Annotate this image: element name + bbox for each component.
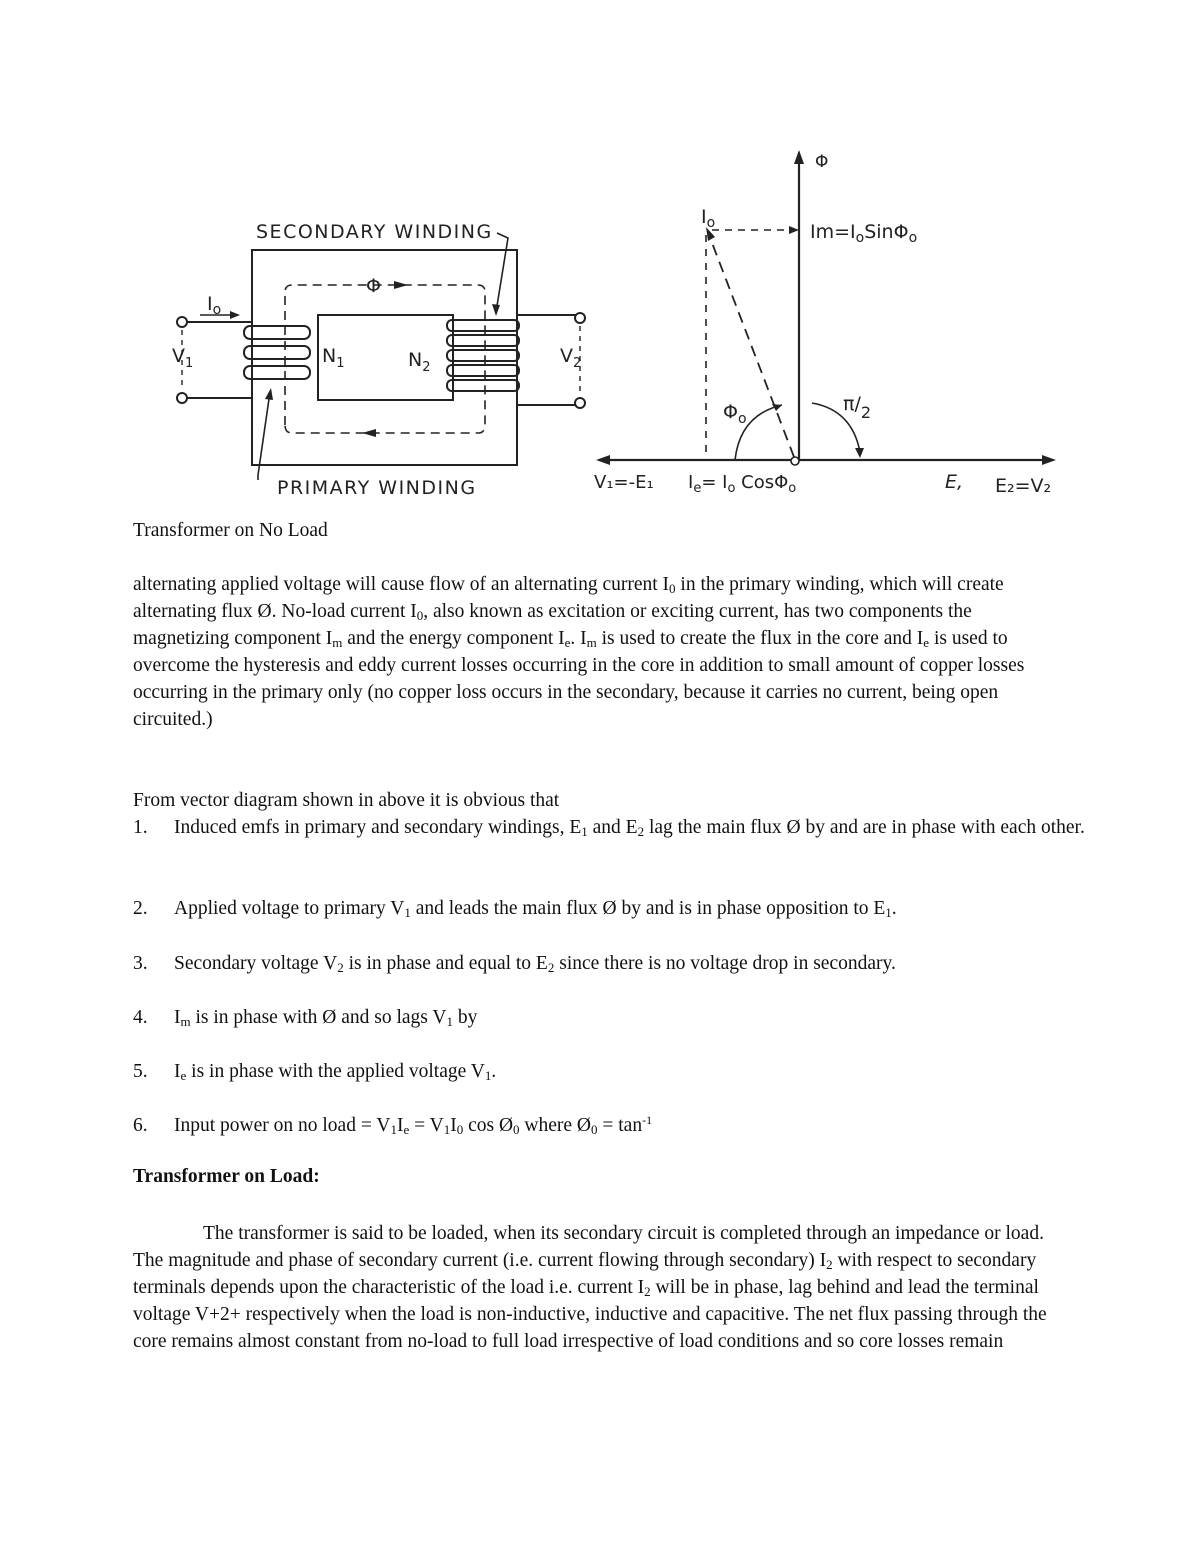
- pi2-den: 2: [860, 403, 872, 422]
- item-6-sub3: 1: [443, 1122, 451, 1137]
- n1-main: N: [322, 345, 337, 367]
- n2-sub: 2: [422, 360, 431, 375]
- item-6-sub2: e: [403, 1122, 410, 1137]
- secondary-turn-4: [447, 365, 519, 376]
- item-3-sub2: 2: [547, 960, 555, 975]
- v2-sub: 2: [573, 356, 582, 371]
- p2-s4: will be in phase, lag behind and lead the terminal voltage V+2+ respectively when the load is non-inductive, inductive and capacitive. The net flux passing through the core remains almost constant from no-load to full load irrespective of load conditions and so core losses remain: [133, 1277, 1047, 1352]
- p1-sub11: e: [923, 635, 930, 650]
- phi0-label: [723, 401, 747, 427]
- phi0-main: Φ: [723, 401, 738, 423]
- flux-arrow-top: [394, 281, 408, 289]
- ie-sub3: o: [788, 481, 797, 496]
- terminal-v1-top: [177, 317, 187, 327]
- item-6-e: cos Ø: [463, 1115, 514, 1136]
- n2-label: [408, 349, 431, 375]
- list-item-6: [133, 1112, 1093, 1139]
- p1-sub3: 0: [416, 608, 424, 623]
- p1-s12: is used to overcome the hysteresis and eddy current losses occurring in the core in addition to small amount of copper losses occurring in the primary only (no copper loss occurs in the secondary, because it carries no current, being open circuited.): [133, 628, 1025, 730]
- item-5-sub2: 1: [484, 1068, 492, 1083]
- no-load-paragraph: [133, 571, 1068, 733]
- axis-arrow-left: [596, 455, 610, 465]
- terminal-v1-bottom: [177, 393, 187, 403]
- origin: [791, 457, 799, 465]
- v1-sub: 1: [185, 356, 194, 371]
- p2-s2: with respect to secondary terminals depends upon the characteristic of the load i.e. current I: [133, 1250, 1037, 1298]
- secondary-pointer: [496, 233, 508, 312]
- io-label: [207, 293, 221, 318]
- p1-s4: , also known as excitation or exciting current, has two components the magnetizing component I: [133, 601, 972, 649]
- v1-label: [172, 345, 193, 371]
- item-4-sub2: 1: [446, 1014, 453, 1029]
- item-3-a: Secondary voltage V: [174, 953, 338, 974]
- p1-s10: is used to create the flux in the core and I: [596, 628, 924, 649]
- item-1-a: Induced emfs in primary and secondary windings, E: [174, 817, 582, 838]
- axis-arrow-right: [1042, 455, 1056, 465]
- im-label: [810, 221, 917, 246]
- secondary-turn-5: [447, 380, 519, 391]
- e1-label: E,: [945, 471, 964, 493]
- flux-symbol-label: Φ: [366, 275, 381, 297]
- v1-main: V: [172, 345, 185, 367]
- item-2-number: 2.: [133, 898, 148, 919]
- pi2-num: π: [843, 393, 855, 415]
- item-6-number: 6.: [133, 1115, 148, 1136]
- item-6-sub1: 1: [390, 1122, 397, 1137]
- io-phasor-sub: o: [706, 215, 716, 231]
- primary-turn-3: [244, 366, 310, 379]
- p2-sub1: 2: [826, 1257, 833, 1272]
- primary-pointer-head: [265, 388, 273, 400]
- ie-sub2: o: [727, 481, 736, 496]
- intro-text: From vector diagram shown in above it is obvious that: [133, 790, 560, 811]
- secondary-turn-2: [447, 335, 519, 346]
- item-2-c: .: [891, 898, 897, 919]
- item-6-g: = tan: [597, 1115, 643, 1136]
- list-item-1: [133, 814, 1093, 841]
- item-3-c: since there is no voltage drop in secondary.: [554, 953, 896, 974]
- p1-sub7: e: [564, 635, 571, 650]
- phi0-sub: o: [737, 411, 747, 427]
- item-6-c: = V: [409, 1115, 444, 1136]
- io-phasor: [709, 235, 794, 457]
- figure-svg: [0, 130, 1200, 510]
- item-6-sub6: 0: [591, 1122, 598, 1137]
- p1-sub1: 0: [669, 581, 676, 596]
- secondary-pointer-head: [492, 304, 500, 316]
- item-3-sub1: 2: [337, 960, 344, 975]
- item-2-sub1: 1: [404, 905, 411, 920]
- n1-sub: 1: [336, 356, 345, 371]
- v1-e1-label: V₁=-E₁: [594, 472, 654, 493]
- item-6-sub4: 0: [456, 1122, 464, 1137]
- item-1-b: and E: [587, 817, 638, 838]
- primary-winding-label: PRIMARY WINDING: [277, 477, 477, 499]
- im-rest: SinΦ: [864, 221, 909, 243]
- im-sub: o: [855, 230, 865, 246]
- load-heading: Transformer on Load:: [133, 1166, 320, 1187]
- item-5-number: 5.: [133, 1061, 148, 1082]
- pi2-label: [843, 393, 871, 422]
- item-5-sub1: e: [180, 1068, 187, 1083]
- p1-s8: . I: [570, 628, 587, 649]
- phasor-diagram: [596, 150, 1056, 465]
- pi2-slash: /: [854, 393, 861, 415]
- io-main: I: [207, 293, 213, 315]
- load-text: [133, 1220, 1068, 1355]
- transformer-core-diagram: [177, 233, 585, 480]
- primary-turn-1: [244, 326, 310, 339]
- p1-s0: alternating applied voltage will cause flow of an alternating current I: [133, 574, 670, 595]
- p1-sub5: m: [332, 635, 343, 650]
- no-load-text: [133, 571, 1068, 733]
- im-projection-head: [789, 226, 799, 234]
- p1-s6: and the energy component I: [342, 628, 565, 649]
- p2-s0: The transformer is said to be loaded, when its secondary circuit is completed through an impedance or load. The magnitude and phase of secondary current (i.e. current flowing through secondary) I: [133, 1223, 1044, 1271]
- p1-sub9: m: [586, 635, 597, 650]
- p2-sub3: 2: [644, 1284, 651, 1299]
- e2-v2-label: E₂=V₂: [995, 475, 1052, 497]
- ie-main: I: [688, 472, 694, 493]
- caption-text: Transformer on No Load: [133, 520, 328, 541]
- phi-axis-label: Φ: [815, 152, 829, 172]
- item-4-c: by: [452, 1007, 478, 1028]
- terminal-v2-top: [575, 313, 585, 323]
- list-item-2: [133, 895, 1093, 922]
- ie-label: [688, 472, 796, 496]
- terminal-v2-bottom: [575, 398, 585, 408]
- ie-sub: e: [693, 481, 702, 496]
- primary-turn-2: [244, 346, 310, 359]
- secondary-turn-3: [447, 350, 519, 361]
- pi2-arc-head: [855, 448, 864, 458]
- item-3-number: 3.: [133, 953, 148, 974]
- item-4-b: is in phase with Ø and so lags V: [190, 1007, 447, 1028]
- secondary-winding-label: SECONDARY WINDING: [256, 221, 493, 243]
- v2-label: [560, 345, 581, 371]
- io-phasor-label: [701, 206, 715, 231]
- item-2-b: and leads the main flux Ø by and is in phase opposition to E: [410, 898, 886, 919]
- io-sub: o: [212, 302, 222, 318]
- item-6-d: I: [450, 1115, 457, 1136]
- item-5-c: .: [491, 1061, 497, 1082]
- item-2-sub2: 1: [885, 905, 892, 920]
- im-sub2: o: [908, 230, 918, 246]
- item-6-f: where Ø: [519, 1115, 592, 1136]
- item-2-a: Applied voltage to primary V: [174, 898, 405, 919]
- flux-axis-arrow: [794, 150, 804, 164]
- flux-arrow-bottom: [362, 429, 376, 437]
- n1-label: [322, 345, 345, 371]
- item-4-sub1: m: [180, 1014, 191, 1029]
- item-4-number: 4.: [133, 1007, 148, 1028]
- item-5-b: is in phase with the applied voltage V: [186, 1061, 485, 1082]
- vector-intro: [133, 787, 1073, 814]
- primary-pointer: [258, 392, 270, 480]
- im-main: Im=I: [810, 221, 856, 243]
- list-item-5: [133, 1058, 1093, 1085]
- item-1-sub2: 2: [637, 824, 645, 839]
- n2-main: N: [408, 349, 423, 371]
- p1-s2: in the primary winding, which will create alternating flux Ø. No-load current I: [133, 574, 1004, 622]
- ie-rest2: CosΦ: [735, 472, 789, 493]
- item-5-a: I: [174, 1061, 181, 1082]
- item-6-a: Input power on no load = V: [174, 1115, 391, 1136]
- item-3-b: is in phase and equal to E: [343, 953, 548, 974]
- item-6-sub5: 0: [513, 1122, 520, 1137]
- item-6-b: I: [396, 1115, 404, 1136]
- item-1-sub1: 1: [581, 824, 588, 839]
- item-1-c: lag the main flux Ø by and are in phase with each other.: [644, 817, 1085, 838]
- item-1-number: 1.: [133, 817, 148, 838]
- list-item-3: [133, 950, 1093, 977]
- load-paragraph: [133, 1220, 1068, 1355]
- item-6-sup: -1: [642, 1113, 653, 1127]
- secondary-turn-1: [447, 320, 519, 331]
- list-item-4: [133, 1004, 1093, 1031]
- transformer-figure: [0, 130, 1200, 510]
- v2-main: V: [560, 345, 573, 367]
- io-phasor-main: I: [701, 206, 707, 228]
- io-arrow-head: [230, 311, 240, 319]
- item-4-a: I: [174, 1007, 181, 1028]
- flux-path: [285, 285, 485, 433]
- figure-caption: [133, 517, 1073, 544]
- ie-rest: = I: [701, 472, 728, 493]
